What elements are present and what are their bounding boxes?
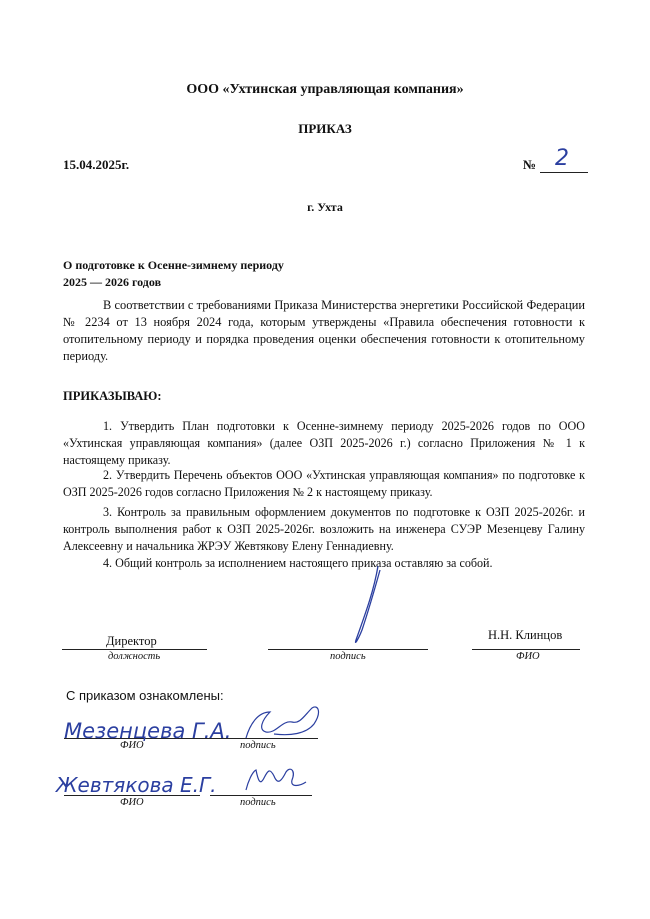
director-signature-stroke <box>355 566 380 642</box>
subject-line-1: О подготовке к Осенне-зимнему периоду <box>63 258 284 272</box>
document-title: ПРИКАЗ <box>298 121 352 136</box>
signature-caption: подпись <box>330 651 366 662</box>
director-name: Н.Н. Клинцов <box>488 628 563 642</box>
ack-sign-caption-1: подпись <box>240 740 276 751</box>
subject-line-2: 2025 — 2026 годов <box>63 275 162 289</box>
ack-signature-1-stroke <box>246 707 318 738</box>
order-item-3: 3. Контроль за правильным оформлением документов по подготовке к ОЗП 2025-2026г. и контроль выполнения работ к ОЗП 2025-2026г. возложить на инженера СУЭР Мезенцеву Галину Алексеевну и начальника ЖРЭУ Жевтякову Елену Геннадиевну. <box>63 505 585 553</box>
preamble-paragraph: В соответствии с требованиями Приказа Министерства энергетики Российской Федерации № 2234 от 13 ноября 2024 года, которым утверждены «Правила обеспечения готовности к отопительному периоду и порядка проведения оценки обеспечения готовности к отопительному периоду. <box>63 298 585 363</box>
order-item-4: 4. Общий контроль за исполнением настоящего приказа оставляю за собой. <box>103 556 493 570</box>
ack-fio-caption-2: ФИО <box>120 797 144 808</box>
position-label: Директор <box>106 634 157 648</box>
ack-signature-2-stroke <box>246 769 306 790</box>
order-word: ПРИКАЗЫВАЮ: <box>63 389 162 403</box>
order-number-handwritten: 2 <box>555 146 569 171</box>
order-item-2: 2. Утвердить Перечень объектов ООО «Ухтинская управляющая компания» по подготовке к ОЗП 2025-2026 годов согласно Приложения № 2 к настоящему приказу. <box>63 468 585 499</box>
order-item-1: 1. Утвердить План подготовки к Осенне-зимнему периоду 2025-2026 годов по ООО «Ухтинская управляющая компания» (далее ОЗП 2025-2026 г.) согласно Приложения № 1 к настоящему приказу. <box>63 419 585 467</box>
ack-name-1-handwritten: Мезенцева Г.А. <box>64 719 232 743</box>
ack-fio-caption-1: ФИО <box>120 740 144 751</box>
position-caption: должность <box>108 651 161 662</box>
order-date: 15.04.2025г. <box>63 157 130 172</box>
ack-sign-caption-2: подпись <box>240 797 276 808</box>
organization-name: ООО «Ухтинская управляющая компания» <box>186 82 464 97</box>
ack-name-2-handwritten: Жевтякова Е.Г. <box>56 773 217 797</box>
acknowledgement-heading: С приказом ознакомлены: <box>66 688 224 703</box>
city: г. Ухта <box>307 200 343 214</box>
order-number-label: № <box>523 157 537 172</box>
name-caption: ФИО <box>516 651 540 662</box>
